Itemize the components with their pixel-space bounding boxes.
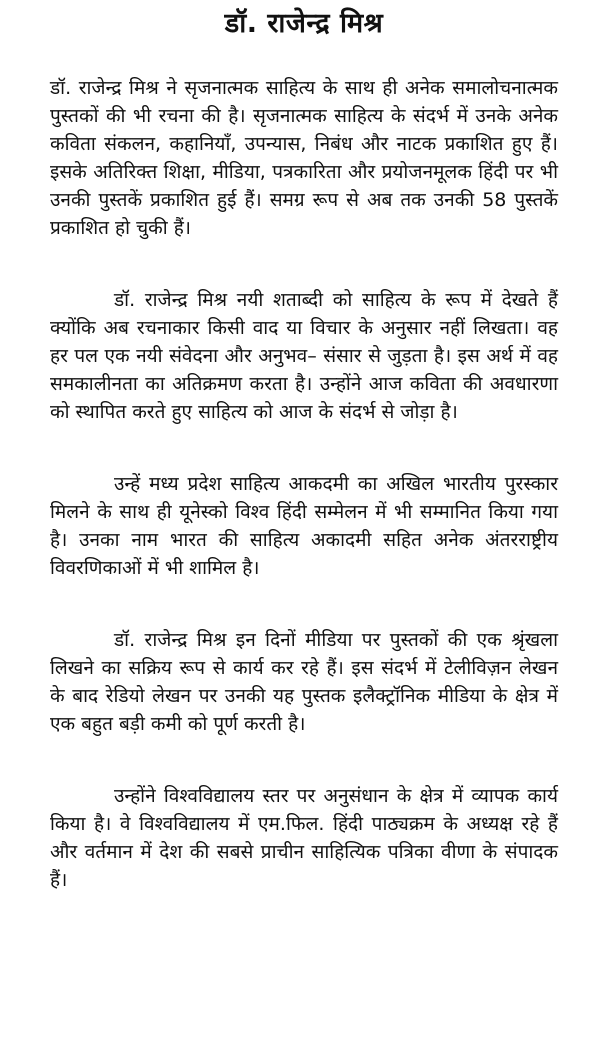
paragraph-2: डॉ. राजेन्द्र मिश्र नयी शताब्दी को साहित्य के रूप में देखते हैं क्योंकि अब रचनाकार किसी वाद या विचार के अनुसार नहीं लिखता। वह हर पल एक नयी संवेदना और अनुभव– संसार से जुड़ता है। इस अर्थ में वह समकालीनता का अतिक्रमण करता है। उन्होंने आज कविता की अवधारणा को स्थापित करते हुए साहित्य को आज के संदर्भ से जोड़ा है। [50,289,558,423]
paragraph-3: उन्हें मध्य प्रदेश साहित्य आकदमी का अखिल भारतीय पुरस्कार मिलने के साथ ही यूनेस्को विश्व हिंदी सम्मेलन में भी सम्मानित किया गया है। उनका नाम भारत की साहित्य अकादमी सहित अनेक अंतरराष्ट्रीय विवरणिकाओं में भी शामिल है। [50,473,558,579]
page-title: डॉ. राजेन्द्र मिश्र [224,8,384,39]
paragraph-5: उन्होंने विश्वविद्यालय स्तर पर अनुसंधान के क्षेत्र में व्यापक कार्य किया है। वे विश्वविद्यालय में एम.फिल. हिंदी पाठ्यक्रम के अध्यक्ष रहे हैं और वर्तमान में देश की सबसे प्राचीन साहित्यिक पत्रिका वीणा के संपादक हैं। [50,785,558,891]
paragraph-1: डॉ. राजेन्द्र मिश्र ने सृजनात्मक साहित्य के साथ ही अनेक समालोचनात्मक पुस्तकों की भी रचना की है। सृजनात्मक साहित्य के संदर्भ में उनके अनेक कविता संकलन, कहानियाँ, उपन्यास, निबंध और नाटक प्रकाशित हुए हैं। इसके अतिरिक्त शिक्षा, मीडिया, पत्रकारिता और प्रयोजनमूलक हिंदी पर भी उनकी पुस्तकें प्रकाशित हुई हैं। समग्र रूप से अब तक उनकी 58 पुस्तकें प्रकाशित हो चुकी हैं। [50,77,558,239]
paragraph-4: डॉ. राजेन्द्र मिश्र इन दिनों मीडिया पर पुस्तकों की एक श्रृंखला लिखने का सक्रिय रूप से कार्य कर रहे हैं। इस संदर्भ में टेलीविज़न लेखन के बाद रेडियो लेखन पर उनकी यह पुस्तक इलैक्ट्रॉनिक मीडिया के क्षेत्र में एक बहुत बड़ी कमी को पूर्ण करती है। [50,629,558,735]
